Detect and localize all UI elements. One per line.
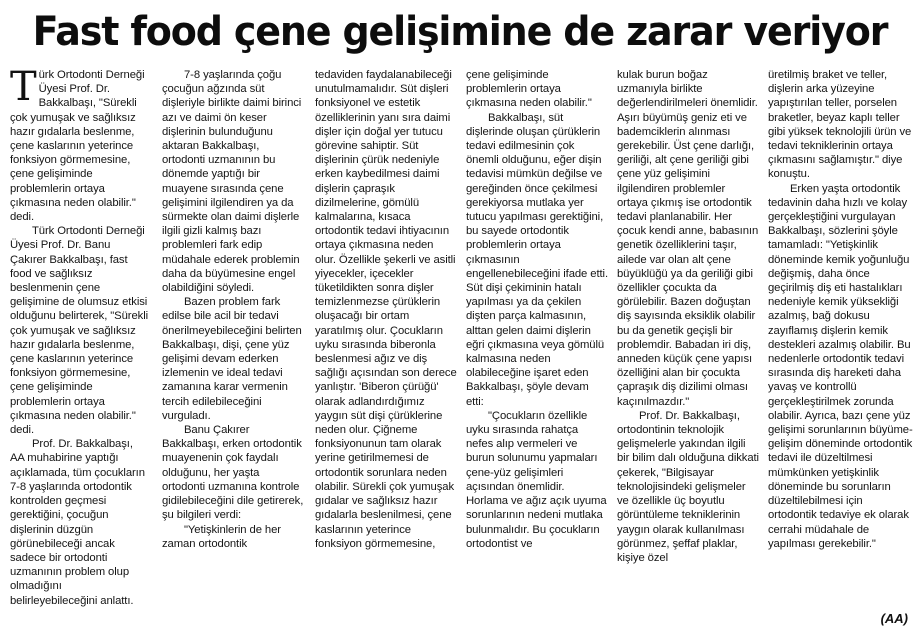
paragraph: kulak burun boğaz uzmanıyla birlikte değerlendirilmeleri önemlidir. Aşırı büyümüş geniz eti ve bademciklerin alınması gerekebilir. Üst çene darlığı, geriliği, alt çene geriliği gibi çene yüz gelişimini ilgilendiren problemler ortaya çıkmış ise ortodontik tedavi planlanabilir. Her çocuk kendi anne, babasının genetik özelliklerini taşır, ailede var olan alt çene büyüklüğü ya da geriliği gibi özellikler çocukta da görülebilir. Bazen doğuştan diş sayısında eksiklik olabilir bu da genetik geçişli bir problemdir. Babadan iri diş, anneden küçük çene yapısı özelliğini alan bir çocukta çapraşık diş dizilimi olması kaçınılmazdır." [617,69,759,408]
drop-cap: T [10,68,37,110]
paragraph: tedaviden faydalanabileceği unutulmamalıdır. Süt dişleri fonksiyonel ve estetik özelliklerinin yanı sıra daimi dişler için doğal yer tutucu görevine sahiptir. Süt dişlerinin çürük nedeniyle erken kaybedilmesi daimi dişlerin çapraşık dizilmelerine, gömülü kalmalarına, kısaca ortodontik tedavi ihtiyacının ortaya çıkmasına neden olur. Özellikle şekerli ve asitli yiyecekler, içecekler tüketildikten sonra dişler temizlenmezse çürüklerin oluşacağı bir ortam yaratılmış olur. Çocukların uyku sırasında biberonla beslenmesi ağız ve diş sağlığı açısından son derece yanlıştır. 'Biberon çürüğü' olarak adlandırdığımız yaygın süt dişi çürüklerine neden olur. Çiğneme fonksiyonunun tam olarak yerine getirilmemesi de ortodontik sorunlara neden olabilir. Sürekli çok yumuşak gıdalar ve sağlıksız hazır gıdalarla beslenilmesi, çene kaslarının yeterince fonksiyon görmemesine, [315,69,457,550]
text-column-2 [162,68,304,624]
text-column-1 [10,68,148,624]
paragraph: Erken yaşta ortodontik tedavinin daha hızlı ve kolay gerçekleştiğini vurgulayan Bakkalbaşı, sözlerini şöyle tamamladı: "Yetişkinlik döneminde kemik yoğunluğu değişmiş, daha önce geçirilmiş diş eti hastalıkları nedeniyle kemik yüksekliği azalmış, bağ dokusu zayıflamış dişlerin kemik destekleri azalmış olabilir. Bu nedenlerle ortodontik tedavi sırasında diş hareketi daha yavaş ve kontrollü gerçekleştirilmek zorunda olabilir. Ayrıca, bazı çene yüz gelişimi sorunlarının büyüme-gelişim döneminde ortodontik tedavi ile düzeltilmesi mümkünken yetişkinlik döneminde bu sorunların düzeltilebilmesi için ortodontik tedaviye ek olarak cerrahi müdahale de yapılması gerekebilir." [768,182,913,550]
paragraph: Banu Çakırer Bakkalbaşı, erken ortodontik muayenenin çok faydalı olduğunu, her yaşta ortodonti uzmanına kontrole gidilebileceğini dile getirerek, şu bilgileri verdi: [162,424,304,522]
text-column-5 [617,68,759,624]
paragraph: Prof. Dr. Bakkalbaşı, ortodontinin teknolojik gelişmelerle yakından ilgili bir bilim dalı olduğuna dikkati çekerek, "Bilgisayar teknolojisindeki gelişmeler ve özellikle üç boyutlu görüntüleme tekniklerinin yaygın olarak kullanılması görünmez, şeffaf plaklar, kişiye özel [617,409,759,564]
paragraph: "Çocukların özellikle uyku sırasında rahatça nefes alıp vermeleri ve burun solunumu yapmaları çene-yüz gelişimleri açısından önemlidir. Horlama ve ağız açık uyuma sorunlarının nedeni mutlaka bulunmalıdır. Bu çocukların ortodontist ve [466,409,607,550]
paragraph: Bazen problem fark edilse bile acil bir tedavi önerilmeyebileceğini belirten Bakkalbaşı, dişi, çene yüz gelişimi devam ederken izlemenin ve ideal tedavi zamanına karar vermenin tercih edilebileceğini vurguladı. [162,296,302,422]
headline: Fast food çene gelişimine de zarar veriyor [32,9,888,55]
paragraph: 7-8 yaşlarında çoğu çocuğun ağzında süt dişleriyle birlikte daimi birinci azı ve daimi ön keser dişlerinin bulunduğunu aktaran Bakkalbaşı, ortodonti uzmanının bu dönemde yaptığı bir muayene sırasında çene gelişimini ilgilendiren ya da sürmekte olan daimi dişlerle ilgili gizli kalmış bazı problemleri fark edip müdahale ederek problemin daha da büyümesine engel olabildiğini söyledi. [162,69,302,295]
paragraph: Bakkalbaşı, süt dişlerinde oluşan çürüklerin tedavi edilmesinin çok önemli olduğunu, eğer dişin tedavisi mümkün değilse ve gereğinden önce çekilmesi gerekiyorsa mutlaka yer tutucu yapılması gerektiğini, bu sayede ortodontik problemlerin ortaya çıkmasının engellenebileceğini ifade etti. Süt dişi çekiminin hatalı yapılması ya da çekilen dişten parça kalmasının, alttan gelen daimi dişlerin eğri çıkmasına veya gömülü kalmasına neden olabileceğine işaret eden Bakkalbaşı, şöyle devam etti: [466,111,608,408]
paragraph: çene gelişiminde problemlerin ortaya çıkmasına neden olabilir." [466,69,592,110]
paragraph: üretilmiş braket ve teller, dişlerin arka yüzeyine yapıştırılan teller, porselen braketler, beyaz kaplı teller gibi yüksek teknolojili ürün ve tedavi tekniklerinin ortaya çıkmasını sağlamıştır." diye konuştu. [768,69,912,181]
paragraph: "Yetişkinlerin de her zaman ortodontik [162,523,281,550]
paragraph: Prof. Dr. Bakkalbaşı, AA muhabirine yaptığı açıklamada, tüm çocukların 7-8 yaşlarında ortodontik kontrolden geçmesi gerektiğini, çocuğun dişlerinin düzgün görünebileceği ancak sadece bir ortodonti uzmanının problem olup olmadığını belirleyebileceğini anlattı. [10,438,145,607]
text-column-6 [768,68,914,624]
paragraph [10,68,148,224]
paragraph-text: ürk Ortodonti Derneği Üyesi Prof. Dr. Bakkalbaşı, "Sürekli çok yumuşak ve sağlıksız hazır gıdalarla beslenme, çene kaslarının yeterince fonksiyon görmemesine, çene gelişiminde problemlerin ortaya çıkmasına neden olabilir." dedi. [10,69,145,224]
news-source-credit: (AA) [880,611,908,626]
text-column-3 [315,68,457,624]
text-column-4 [466,68,608,624]
paragraph: Türk Ortodonti Derneği Üyesi Prof. Dr. Banu Çakırer Bakkalbaşı, fast food ve sağlıksız beslenmenin çene gelişimine de olumsuz etkisi olduğunu belirterek, "Sürekli çok yumuşak ve sağlıksız hazır gıdalarla beslenme, çene kaslarının yeterince fonksiyon görmemesine, çene gelişiminde problemlerin ortaya çıkmasına neden olabilir." dedi. [10,225,148,437]
